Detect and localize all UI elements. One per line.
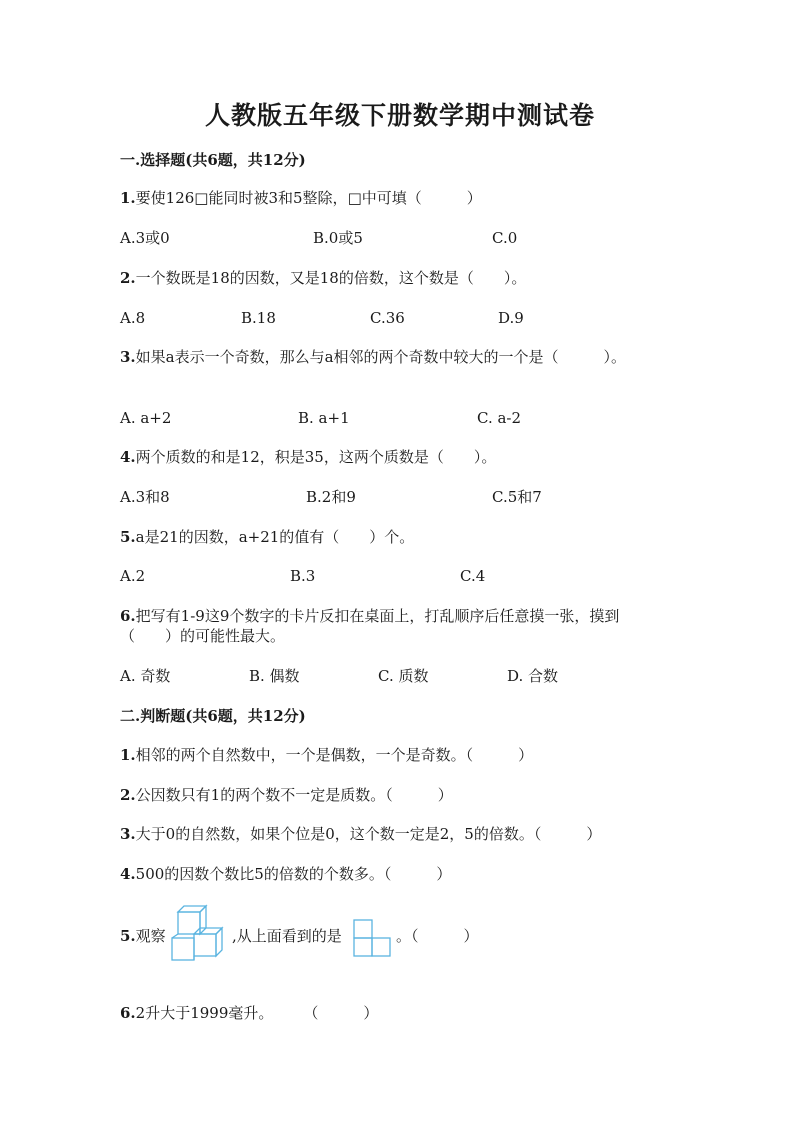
question-1-4 xyxy=(120,447,496,467)
question-number: 2. xyxy=(120,786,136,804)
question-2-3 xyxy=(120,824,601,844)
question-number: 3. xyxy=(120,825,136,843)
option-a: A.8 xyxy=(120,309,146,327)
option-c: C.5和7 xyxy=(492,488,542,506)
question-2-6 xyxy=(120,1003,378,1023)
question-text: 观察 xyxy=(135,927,166,945)
question-number: 6. xyxy=(120,1004,136,1022)
top-view-squares-figure xyxy=(352,918,394,960)
option-c: C.0 xyxy=(492,229,518,247)
question-1-1 xyxy=(120,188,482,208)
option-a: A.3或0 xyxy=(120,229,170,247)
option-c: C.4 xyxy=(460,567,486,585)
question-text: 把写有1-9这9个数字的卡片反扣在桌面上，打乱顺序后任意摸一张，摸到 xyxy=(135,607,620,625)
question-2-5-intro xyxy=(120,926,166,946)
option-c: C. a-2 xyxy=(477,409,522,427)
question-number: 3. xyxy=(120,348,136,366)
option-b: B.0或5 xyxy=(313,229,363,247)
question-text: 两个质数的和是12，积是35，这两个质数是（ ）。 xyxy=(135,448,497,466)
option-a: A. 奇数 xyxy=(120,667,171,685)
question-1-5 xyxy=(120,527,414,547)
option-a: A.3和8 xyxy=(120,488,170,506)
question-1-6 xyxy=(120,606,619,626)
question-text: 一个数既是18的因数，又是18的倍数，这个数是（ ）。 xyxy=(135,269,527,287)
section-heading-choice: 一.选择题(共6题，共12分) xyxy=(120,151,306,169)
question-text: 500的因数个数比5的倍数的个数多。（ ） xyxy=(135,865,452,883)
option-c: C. 质数 xyxy=(378,667,429,685)
question-number: 1. xyxy=(120,746,136,764)
question-number: 5. xyxy=(120,927,136,945)
question-2-5-tail: 。（ ） xyxy=(396,927,479,945)
option-d: D.9 xyxy=(498,309,524,327)
question-2-2 xyxy=(120,785,453,805)
question-1-2 xyxy=(120,268,526,288)
question-number: 2. xyxy=(120,269,136,287)
option-b: B. a+1 xyxy=(298,409,350,427)
question-text: a是21的因数，a+21的值有（ ）个。 xyxy=(135,528,415,546)
question-1-6-continued: （ ）的可能性最大。 xyxy=(120,627,286,645)
question-text: 如果a表示一个奇数，那么与a相邻的两个奇数中较大的一个是（ ）。 xyxy=(135,348,627,366)
option-b: B. 偶数 xyxy=(249,667,300,685)
option-d: D. 合数 xyxy=(507,667,559,685)
question-text: 大于0的自然数，如果个位是0，这个数一定是2，5的倍数。（ ） xyxy=(135,825,602,843)
question-text: 2升大于1999毫升。 （ ） xyxy=(135,1004,379,1022)
option-c: C.36 xyxy=(370,309,405,327)
question-text: 公因数只有1的两个数不一定是质数。（ ） xyxy=(135,786,453,804)
page-title: 人教版五年级下册数学期中测试卷 xyxy=(204,101,595,130)
option-a: A.2 xyxy=(120,567,146,585)
option-b: B.2和9 xyxy=(306,488,356,506)
question-1-3 xyxy=(120,347,626,367)
question-2-4 xyxy=(120,864,451,884)
question-number: 4. xyxy=(120,865,136,883)
question-number: 5. xyxy=(120,528,136,546)
question-2-5-middle: ,从上面看到的是 xyxy=(232,927,342,945)
question-text: 相邻的两个自然数中，一个是偶数，一个是奇数。（ ） xyxy=(135,746,534,764)
question-number: 6. xyxy=(120,607,136,625)
section-heading-judgement: 二.判断题(共6题，共12分) xyxy=(120,707,306,725)
stacked-cubes-figure xyxy=(170,904,232,962)
option-b: B.18 xyxy=(241,309,276,327)
option-a: A. a+2 xyxy=(120,409,172,427)
question-2-1 xyxy=(120,745,533,765)
question-number: 1. xyxy=(120,189,136,207)
option-b: B.3 xyxy=(290,567,316,585)
question-text: 要使126□能同时被3和5整除，□中可填（ ） xyxy=(135,189,482,207)
question-number: 4. xyxy=(120,448,136,466)
